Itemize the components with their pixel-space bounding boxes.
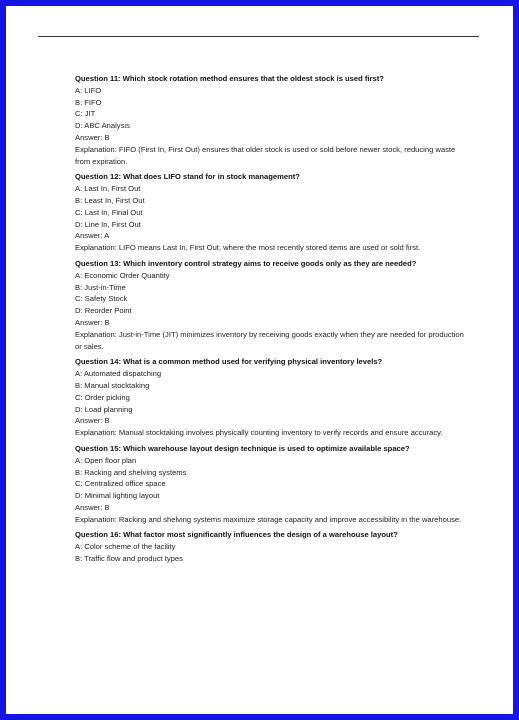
question-16 — [75, 529, 470, 564]
option-b: B: Racking and shelving systems — [75, 467, 187, 477]
header-rule — [38, 36, 479, 37]
option-a: A: Economic Order Quantity — [75, 270, 170, 280]
option-a: A: Color scheme of the facility — [75, 542, 176, 552]
answer: Answer: B — [75, 317, 110, 327]
answer: Answer: B — [75, 502, 110, 512]
option-d: D: Load planning — [75, 404, 133, 414]
option-d: D: Minimal lighting layout — [75, 491, 160, 501]
explanation: Explanation: FIFO (First In, First Out) ensures that older stock is used or sold before newer stock, reducing waste from expiration. — [75, 144, 456, 166]
option-c: C: Order picking — [75, 392, 130, 402]
explanation: Explanation: LIFO means Last In, First Out, where the most recently stored items are used or sold first. — [75, 243, 421, 253]
question-14 — [75, 356, 470, 439]
option-a: A: Open floor plan — [75, 455, 137, 465]
explanation: Explanation: Just-in-Time (JIT) minimizes inventory by receiving goods exactly when they are needed for production or sales. — [75, 329, 464, 351]
question-title: Question 11: Which stock rotation method ensures that the oldest stock is used first? — [75, 74, 384, 83]
option-c: C: Centralized office space — [75, 479, 166, 489]
option-b: B: FIFO — [75, 97, 102, 107]
option-c: C: JIT — [75, 109, 96, 119]
question-title: Question 13: Which inventory control strategy aims to receive goods only as they are needed? — [75, 258, 417, 268]
option-c: C: Last In, Final Out — [75, 207, 143, 217]
answer: Answer: B — [75, 132, 110, 142]
option-d: D: ABC Analysis — [75, 121, 130, 131]
explanation: Explanation: Racking and shelving systems maximize storage capacity and improve accessibility in the warehouse. — [75, 514, 462, 524]
option-d: D: Reorder Point — [75, 306, 132, 316]
question-15 — [75, 443, 470, 526]
answer: Answer: A — [75, 231, 110, 241]
option-a: A: LIFO — [75, 85, 102, 95]
option-c: C: Safety Stock — [75, 294, 128, 304]
question-11 — [75, 73, 470, 167]
question-12 — [75, 171, 470, 254]
option-b: B: Manual stocktaking — [75, 380, 150, 390]
option-b: B: Just-in-Time — [75, 282, 126, 292]
question-title: Question 15: Which warehouse layout design technique is used to optimize available space? — [75, 443, 410, 453]
option-b: B: Traffic flow and product types — [75, 554, 183, 564]
option-b: B: Least In, First Out — [75, 195, 145, 205]
question-13 — [75, 258, 470, 352]
option-a: A: Automated dispatching — [75, 369, 162, 379]
question-list — [75, 73, 470, 569]
question-title: Question 12: What does LIFO stand for in stock management? — [75, 172, 300, 182]
question-title: Question 14: What is a common method used for verifying physical inventory levels? — [75, 357, 383, 367]
option-a: A: Last In, First Out — [75, 184, 141, 194]
explanation: Explanation: Manual stocktaking involves physically counting inventory to verify records and ensure accuracy. — [75, 428, 443, 438]
answer: Answer: B — [75, 416, 110, 426]
question-title: Question 16: What factor most significantly influences the design of a warehouse layout? — [75, 530, 398, 540]
option-d: D: Line In, First Out — [75, 219, 141, 229]
